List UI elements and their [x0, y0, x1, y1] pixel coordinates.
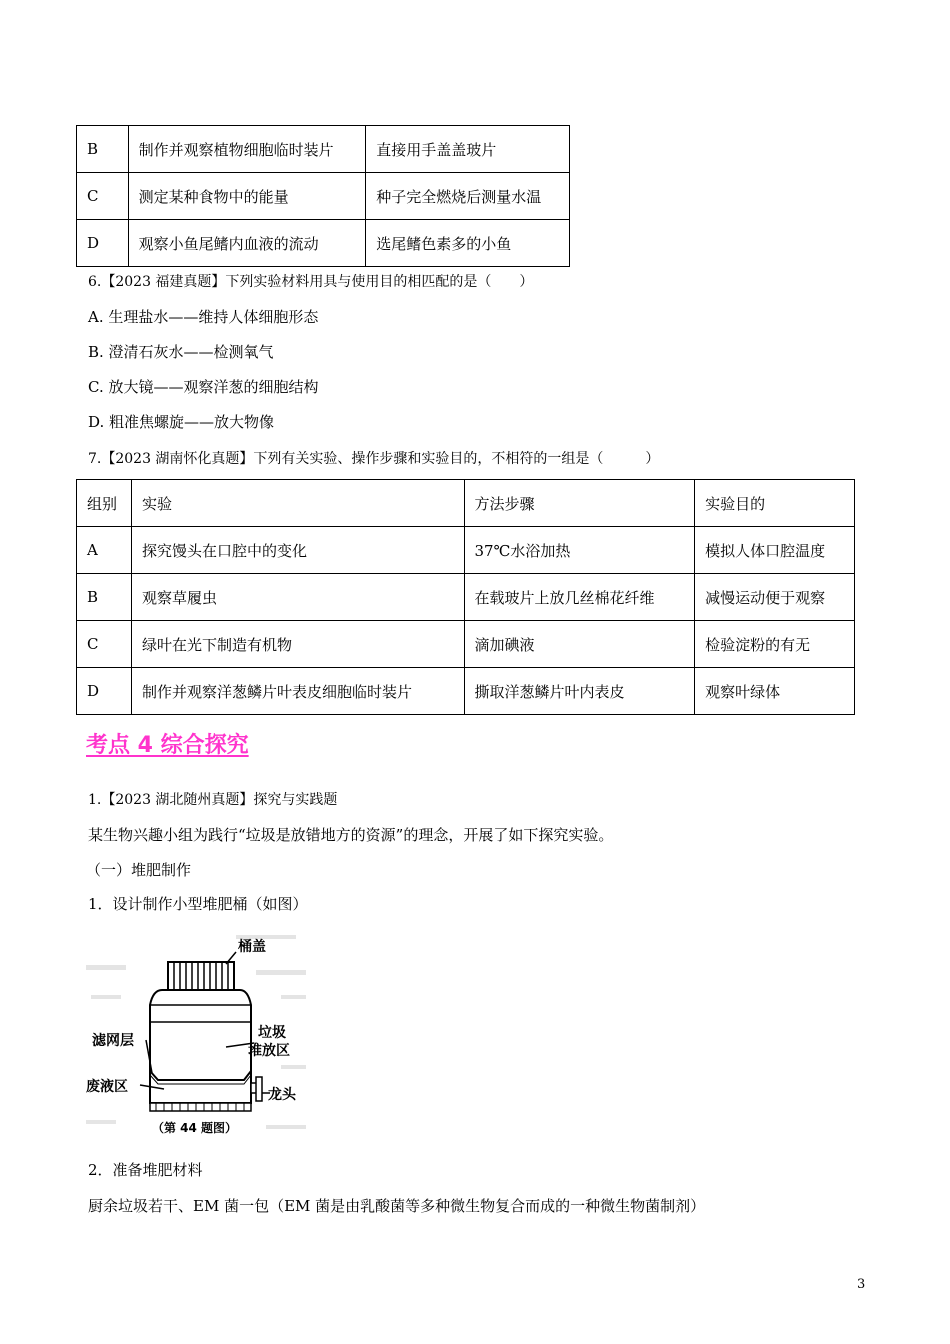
compost-bin-figure: [86, 925, 308, 1140]
table-cell: D: [77, 668, 132, 715]
page-number: 3: [857, 1277, 866, 1292]
question-1-stem: 1.【2023 湖北随州真题】探究与实践题: [88, 792, 338, 808]
table-cell: 选尾鳍色素多的小鱼: [366, 220, 570, 267]
table-cell: 种子完全燃烧后测量水温: [366, 173, 570, 220]
section-heading: 考点 4 综合探究: [86, 733, 249, 758]
table-row: [77, 574, 855, 621]
table-cell: 探究馒头在口腔中的变化: [131, 527, 464, 574]
label-garbage-area-1: 垃圾: [258, 1025, 286, 1041]
table-cell: 撕取洋葱鳞片叶内表皮: [464, 668, 695, 715]
table-cell: 制作并观察洋葱鳞片叶表皮细胞临时装片: [131, 668, 464, 715]
table-cell: 观察草履虫: [131, 574, 464, 621]
question-1-intro: 某生物兴趣小组为践行“垃圾是放错地方的资源”的理念，开展了如下探究实验。: [88, 826, 614, 844]
table-cell: C: [77, 173, 129, 220]
table-cell: 测定某种食物中的能量: [128, 173, 366, 220]
table-header-row: [77, 480, 855, 527]
table-row: [77, 173, 570, 220]
figure-caption: （第 44 题图）: [152, 1121, 238, 1135]
step-1-text: 1．设计制作小型堆肥桶（如图）: [88, 895, 308, 913]
column-header: 实验: [131, 480, 464, 527]
table-question-7: [76, 479, 855, 715]
step-2-text: 2．准备堆肥材料: [88, 1161, 203, 1179]
table-cell: B: [77, 574, 132, 621]
column-header: 组别: [77, 480, 132, 527]
question-6-option-a: A. 生理盐水——维持人体细胞形态: [88, 308, 319, 326]
question-6-option-c: C. 放大镜——观察洋葱的细胞结构: [88, 378, 319, 396]
column-header: 方法步骤: [464, 480, 695, 527]
table-row: [77, 126, 570, 173]
table-row: [77, 621, 855, 668]
table-cell: A: [77, 527, 132, 574]
table-cell: 减慢运动便于观察: [695, 574, 855, 621]
table-cell: 观察叶绿体: [695, 668, 855, 715]
table-cell: 制作并观察植物细胞临时装片: [128, 126, 366, 173]
table-cell: C: [77, 621, 132, 668]
table-cell: D: [77, 220, 129, 267]
table-cell: 在载玻片上放几丝棉花纤维: [464, 574, 695, 621]
table-cell: B: [77, 126, 129, 173]
question-6-stem: 6.【2023 福建真题】下列实验材料用具与使用目的相匹配的是（ ）: [88, 274, 534, 290]
tap-icon: [251, 1077, 262, 1101]
table-cell: 观察小鱼尾鳍内血液的流动: [128, 220, 366, 267]
part-1-title: （一）堆肥制作: [86, 861, 192, 879]
label-garbage-area-2: 堆放区: [248, 1043, 290, 1059]
table-cell: 模拟人体口腔温度: [695, 527, 855, 574]
question-7-stem: 7.【2023 湖南怀化真题】下列有关实验、操作步骤和实验目的，不相符的一组是（ ）: [88, 451, 660, 467]
column-header: 实验目的: [695, 480, 855, 527]
table-cell: 37℃水浴加热: [464, 527, 695, 574]
label-tap: 龙头: [268, 1087, 296, 1103]
label-filter-layer: 滤网层: [92, 1033, 134, 1049]
table-cell: 直接用手盖盖玻片: [366, 126, 570, 173]
table-cell: 滴加碘液: [464, 621, 695, 668]
compost-bin-diagram: [86, 925, 308, 1140]
table-cell: 绿叶在光下制造有机物: [131, 621, 464, 668]
label-waste-liquid-area: 废液区: [86, 1079, 128, 1095]
question-6-option-d: D. 粗准焦螺旋——放大物像: [88, 413, 275, 431]
bin-lid: [168, 962, 234, 990]
table-cell: 检验淀粉的有无: [695, 621, 855, 668]
table-experiments-continued: [76, 125, 570, 267]
table-row: [77, 668, 855, 715]
question-6-option-b: B. 澄清石灰水——检测氧气: [88, 343, 274, 361]
materials-text: 厨余垃圾若干、EM 菌一包（EM 菌是由乳酸菌等多种微生物复合而成的一种微生物菌制剂）: [88, 1197, 706, 1215]
table-row: [77, 220, 570, 267]
table-row: [77, 527, 855, 574]
label-lid: 桶盖: [238, 939, 266, 955]
